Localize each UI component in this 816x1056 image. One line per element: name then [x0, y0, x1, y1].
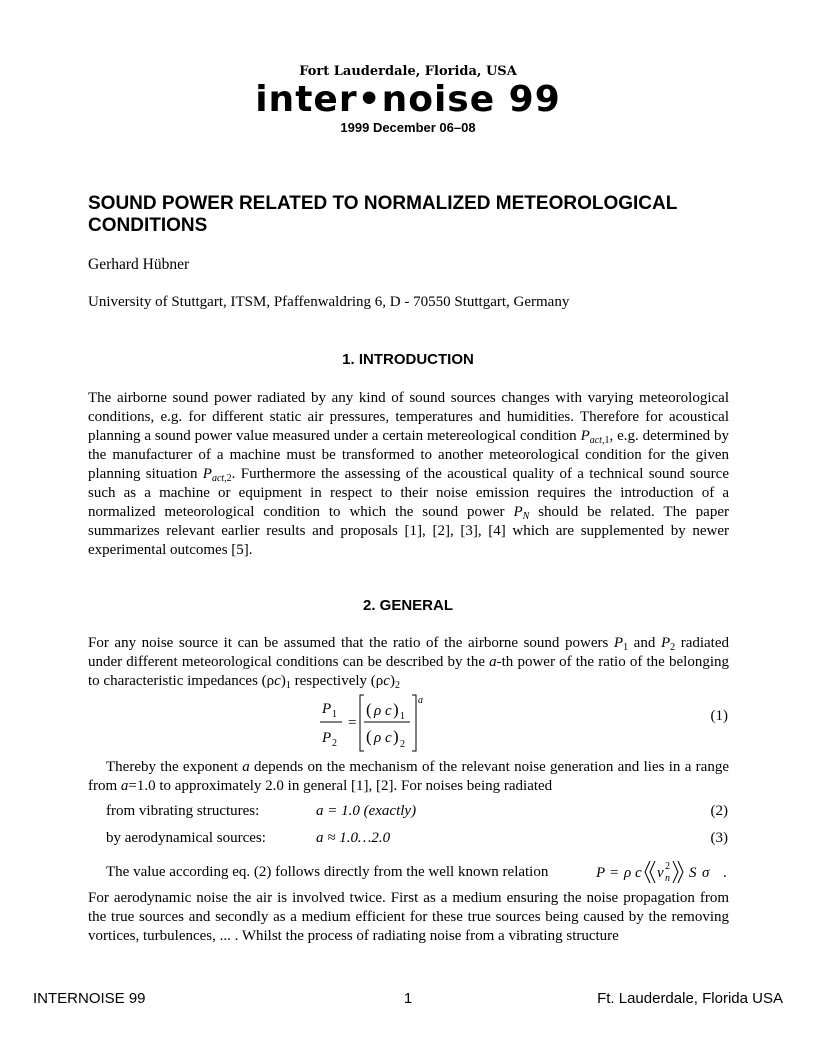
svg-text:): )	[393, 727, 399, 746]
svg-text:ρ c: ρ c	[374, 703, 392, 719]
footer-page-number: 1	[403, 990, 413, 1007]
svg-text:2: 2	[400, 739, 405, 750]
svg-text:ρ c: ρ c	[624, 865, 642, 881]
general-paragraph-2: Thereby the exponent a depends on the mechanism of the relevant noise generation and lies in a range from a=1.0 to approximately 2.0 in general [1], [2]. For noises being radiated	[88, 759, 729, 794]
general-paragraph-1: For any noise source it can be assumed that the ratio of the airborne sound powers $P_1$ and $P_2$ radiated under different meteorological conditions can be described by the a-th power of the ratio of the belonging to characteristic impedances $(\rho c)_1$ respectively $(\rho c)_2$	[88, 635, 729, 691]
svg-text:v: v	[657, 865, 664, 881]
svg-text:P: P	[322, 701, 332, 717]
svg-text:(: (	[366, 700, 372, 719]
svg-text:P: P	[596, 865, 606, 881]
case-1-label: from vibrating structures:	[106, 803, 260, 819]
svg-text:): )	[393, 700, 399, 719]
conference-logo: inter•noise 99	[255, 79, 561, 120]
svg-text:1: 1	[400, 711, 405, 722]
section-heading-general: 2. GENERAL	[362, 597, 453, 614]
svg-text:2: 2	[332, 738, 337, 749]
equation-2-number: (2)	[710, 803, 728, 819]
paper-affiliation: University of Stuttgart, ITSM, Pfaffenwaldring 6, D - 70550 Stuttgart, Germany	[88, 294, 570, 310]
paper-title: SOUND POWER RELATED TO NORMALIZED METEOROLOGICAL CONDITIONS	[88, 193, 677, 236]
conference-dates: 1999 December 06–08	[340, 120, 476, 135]
paper-author: Gerhard Hübner	[88, 256, 190, 273]
svg-text:2: 2	[665, 861, 670, 872]
svg-text:P: P	[322, 730, 332, 746]
svg-text:=: =	[610, 865, 619, 881]
footer-left: INTERNOISE 99	[33, 990, 146, 1007]
general-paragraph-4: For aerodynamic noise the air is involved twice. First as a medium ensuring the noise propagation from the true sources and secondly as a medium efficient for these true sources being caused by the removing vortices, turbulences, ... . Whilst the process of radiating noise from a vibrating structure	[88, 890, 729, 944]
equation-1	[318, 691, 428, 755]
svg-text:1: 1	[332, 709, 337, 720]
equation-3-number: (3)	[710, 830, 728, 846]
case-2-label: by aerodynamical sources:	[106, 830, 266, 846]
case-2-equation: a ≈ 1.0…2.0	[316, 830, 391, 846]
equation-power-relation	[594, 855, 734, 887]
section-heading-introduction: 1. INTRODUCTION	[342, 351, 474, 368]
svg-text:σ: σ	[702, 865, 710, 881]
svg-text:n: n	[665, 873, 670, 884]
svg-text:S: S	[689, 865, 697, 881]
svg-text:=: =	[348, 715, 357, 731]
conference-location: Fort Lauderdale, Florida, USA	[299, 64, 517, 79]
svg-text:.: .	[723, 865, 727, 881]
introduction-paragraph: The airborne sound power radiated by any kind of sound sources changes with varying meteorological conditions, e.g. for different static air pressures, temperatures and humidities. Therefore for acoustical planning a sound power value measured under a certain metereological condition $P_{act,1}$, e.g. determined by the manufacturer of a machine must be transformed to another meteorological condition for the given planning situation $P_{act,2}$. Furthermore the assessing of the acoustical quality of a technical sound source such as a machine or equipment in respect to their noise emission requires the introduction of a normalized meteorological condition to which the sound power $P_N$ should be related. The paper summarizes relevant earlier results and proposals [1], [2], [3], [4] which are supplemented by newer experimental outcomes [5].	[88, 390, 729, 558]
footer-right: Ft. Lauderdale, Florida USA	[597, 990, 783, 1007]
case-1-equation: a = 1.0 (exactly)	[316, 803, 417, 819]
general-paragraph-3: The value according eq. (2) follows directly from the well known relation	[106, 864, 549, 880]
equation-1-number: (1)	[710, 708, 728, 724]
svg-text:(: (	[366, 727, 372, 746]
svg-text:ρ c: ρ c	[374, 730, 392, 746]
svg-text:a: a	[418, 695, 423, 706]
